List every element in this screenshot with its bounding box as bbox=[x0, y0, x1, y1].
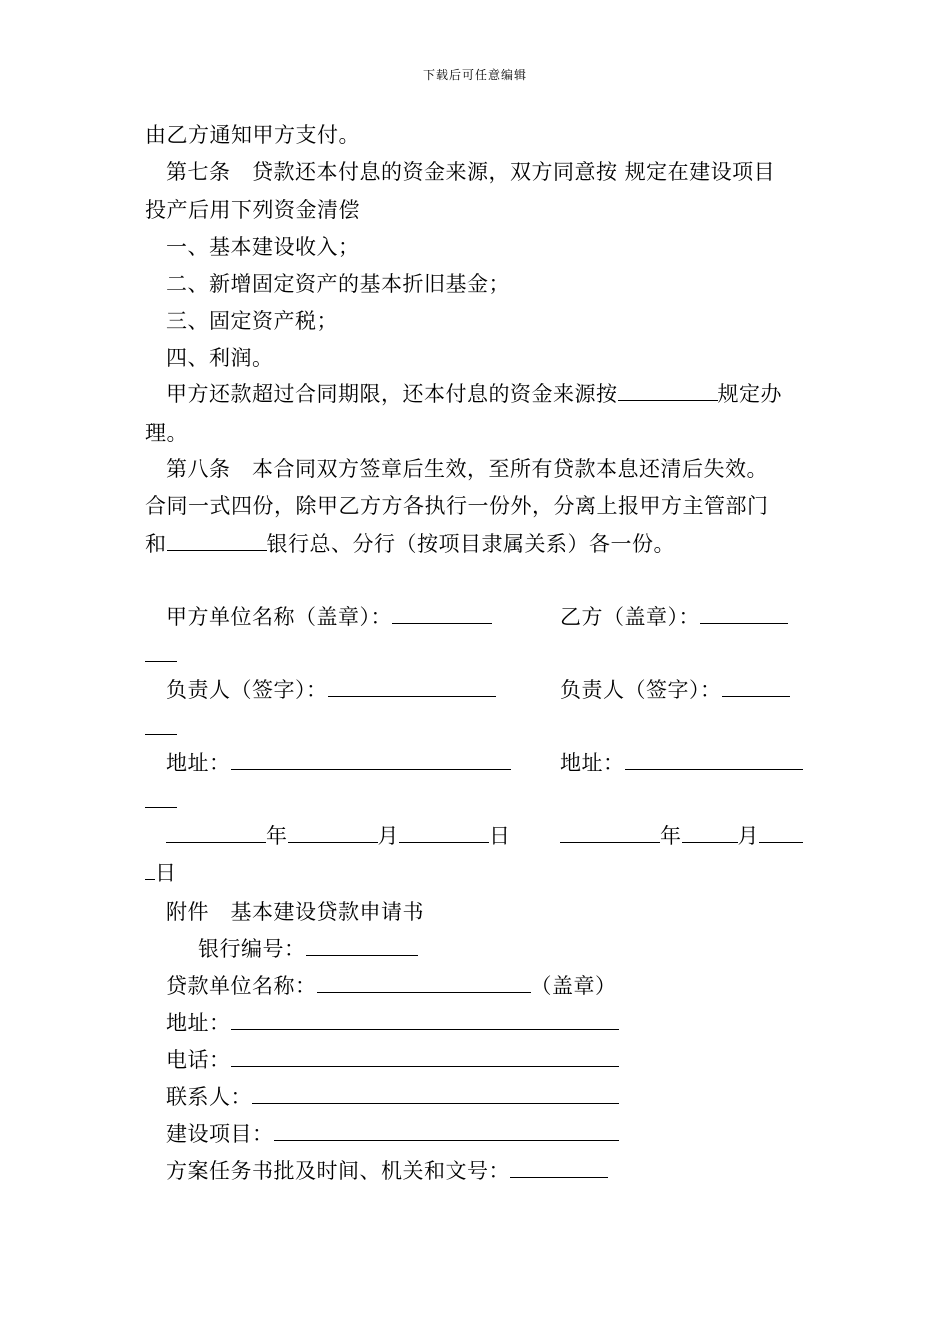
month-blank bbox=[288, 822, 378, 843]
party-b-name-blank bbox=[700, 603, 788, 624]
party-a-person-label: 负责人（签字）： bbox=[166, 678, 328, 702]
party-b-person-label: 负责人（签字）： bbox=[560, 678, 722, 702]
appendix-contact bbox=[166, 1082, 619, 1112]
party-a-name-label: 甲方单位名称（盖章）： bbox=[166, 605, 392, 629]
blank-line bbox=[618, 380, 718, 401]
borrower-blank bbox=[317, 972, 531, 993]
text-line bbox=[166, 379, 782, 409]
party-b-name-label: 乙方（盖章）： bbox=[560, 605, 700, 629]
phone-label: 电话： bbox=[166, 1048, 231, 1072]
month-blank bbox=[682, 822, 738, 843]
year-blank bbox=[166, 822, 266, 843]
text-line: 由乙方通知甲方支付。 bbox=[145, 123, 360, 147]
wrap-blank bbox=[145, 713, 177, 743]
list-item: 二、新增固定资产的基本折旧基金； bbox=[166, 272, 510, 296]
appendix-address bbox=[166, 1008, 619, 1038]
article-7: 第七条 贷款还本付息的资金来源，双方同意按 规定在建设项目 bbox=[166, 160, 776, 184]
party-b-address-label: 地址： bbox=[560, 751, 625, 775]
party-b-date-wrap bbox=[145, 858, 177, 888]
party-b-person-blank bbox=[722, 676, 790, 697]
party-b-address-blank bbox=[625, 749, 803, 770]
article-8: 第八条 本合同双方签章后生效，至所有贷款本息还清后失效。 bbox=[166, 457, 768, 481]
party-b-date bbox=[560, 821, 803, 851]
approval-blank bbox=[510, 1157, 608, 1178]
party-b-address bbox=[560, 748, 803, 778]
year-label: 年 bbox=[660, 824, 682, 848]
address-label: 地址： bbox=[166, 1011, 231, 1035]
wrap-blank bbox=[145, 640, 177, 670]
text-segment: 银行总、分行（按项目隶属关系）各一份。 bbox=[266, 532, 675, 556]
day-label: 日 bbox=[489, 824, 511, 848]
appendix-title: 附件 基本建设贷款申请书 bbox=[166, 900, 424, 924]
list-item: 一、基本建设收入； bbox=[166, 235, 360, 259]
seal-label: （盖章） bbox=[530, 974, 617, 998]
party-a-person bbox=[166, 675, 496, 705]
project-blank bbox=[274, 1120, 619, 1141]
address-blank bbox=[231, 1009, 619, 1030]
text-line: 合同一式四份，除甲乙方方各执行一份外，分离上报甲方主管部门 bbox=[145, 494, 769, 518]
day-label: 日 bbox=[155, 861, 177, 885]
wrap-blank bbox=[145, 786, 177, 816]
text-line: 理。 bbox=[145, 421, 188, 445]
party-a-address-label: 地址： bbox=[166, 751, 231, 775]
party-b-person bbox=[560, 675, 790, 705]
text-line bbox=[145, 529, 675, 559]
day-blank bbox=[145, 859, 155, 880]
party-b-name bbox=[560, 602, 788, 632]
bank-number bbox=[198, 934, 418, 964]
blank-line bbox=[145, 787, 177, 808]
party-a-date bbox=[166, 821, 511, 851]
contact-label: 联系人： bbox=[166, 1085, 252, 1109]
appendix-approval bbox=[166, 1156, 608, 1186]
party-a-address bbox=[166, 748, 511, 778]
approval-label: 方案任务书批及时间、机关和文号： bbox=[166, 1159, 510, 1183]
text-segment: 和 bbox=[145, 532, 167, 556]
list-item: 三、固定资产税； bbox=[166, 309, 338, 333]
text-segment: 规定办 bbox=[717, 382, 782, 406]
bank-number-blank bbox=[306, 935, 418, 956]
list-item: 四、利润。 bbox=[166, 346, 274, 370]
party-a-name-blank bbox=[392, 603, 492, 624]
borrower-label: 贷款单位名称： bbox=[166, 974, 317, 998]
text-segment: 甲方还款超过合同期限，还本付息的资金来源按 bbox=[166, 382, 618, 406]
borrower-name bbox=[166, 971, 617, 1001]
month-label: 月 bbox=[737, 824, 759, 848]
project-label: 建设项目： bbox=[166, 1122, 274, 1146]
party-a-address-blank bbox=[231, 749, 511, 770]
month-label: 月 bbox=[377, 824, 399, 848]
phone-blank bbox=[231, 1046, 619, 1067]
blank-line bbox=[145, 641, 177, 662]
appendix-project bbox=[166, 1119, 619, 1149]
year-label: 年 bbox=[266, 824, 288, 848]
blank-line bbox=[167, 530, 267, 551]
appendix-phone bbox=[166, 1045, 619, 1075]
page-header: 下载后可任意编辑 bbox=[422, 68, 527, 82]
contact-blank bbox=[252, 1083, 619, 1104]
day-blank bbox=[399, 822, 489, 843]
party-a-person-blank bbox=[328, 676, 496, 697]
party-a-name bbox=[166, 602, 492, 632]
text-line: 投产后用下列资金清偿 bbox=[145, 198, 360, 222]
day-blank bbox=[759, 822, 803, 843]
bank-number-label: 银行编号： bbox=[198, 937, 306, 961]
blank-line bbox=[145, 714, 177, 735]
year-blank bbox=[560, 822, 660, 843]
